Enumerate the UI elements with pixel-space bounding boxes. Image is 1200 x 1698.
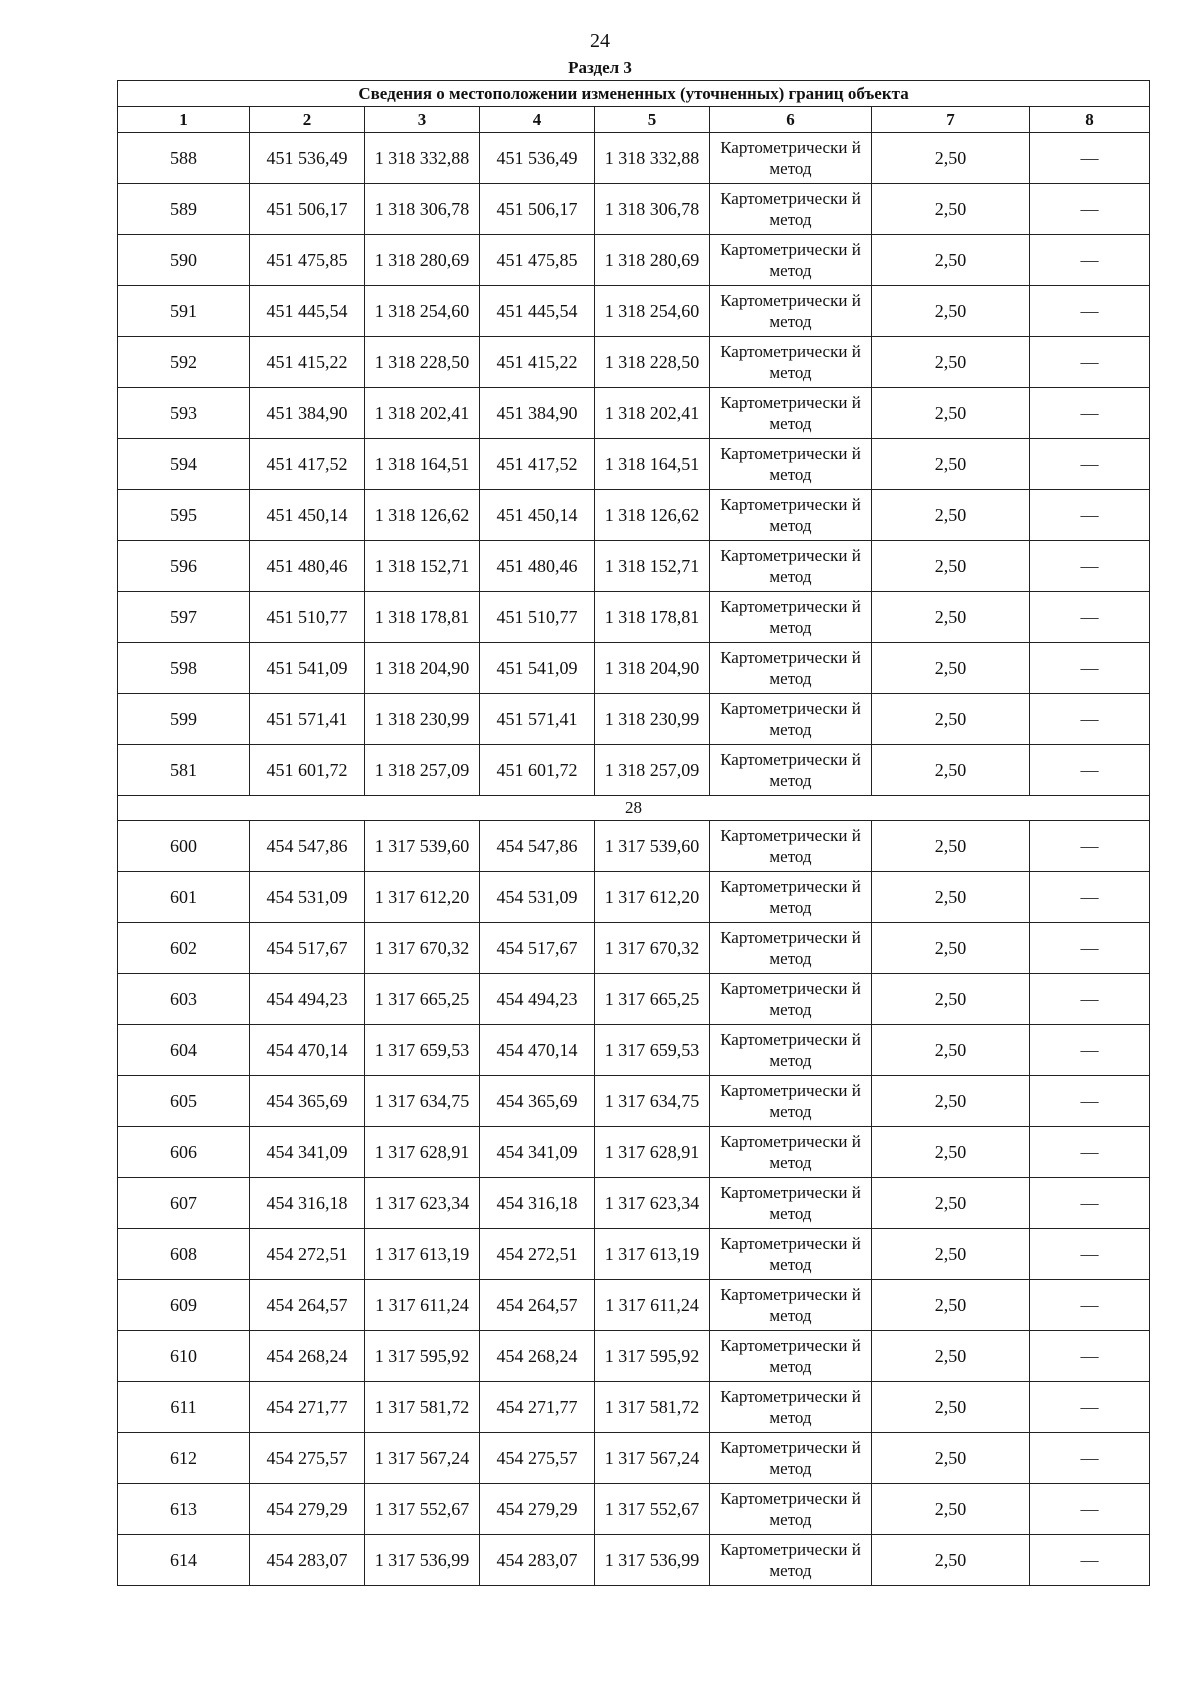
y-new-cell: 1 317 567,24	[595, 1433, 710, 1484]
y-old-cell: 1 317 628,91	[365, 1127, 480, 1178]
y-old-cell: 1 318 204,90	[365, 643, 480, 694]
point-number-cell: 605	[118, 1076, 250, 1127]
description-cell: —	[1030, 821, 1150, 872]
accuracy-cell: 2,50	[872, 133, 1030, 184]
y-old-cell: 1 317 536,99	[365, 1535, 480, 1586]
description-cell: —	[1030, 1331, 1150, 1382]
table-row	[118, 286, 1150, 337]
y-old-cell: 1 318 126,62	[365, 490, 480, 541]
accuracy-cell: 2,50	[872, 490, 1030, 541]
description-cell: —	[1030, 745, 1150, 796]
table-row	[118, 872, 1150, 923]
coordinates-table	[117, 80, 1150, 1586]
x-new-cell: 451 450,14	[480, 490, 595, 541]
table-row	[118, 643, 1150, 694]
x-new-cell: 454 494,23	[480, 974, 595, 1025]
method-cell: Картометрически й метод	[710, 1025, 872, 1076]
x-old-cell: 451 510,77	[250, 592, 365, 643]
y-old-cell: 1 318 164,51	[365, 439, 480, 490]
column-number: 5	[595, 107, 710, 133]
y-new-cell: 1 317 581,72	[595, 1382, 710, 1433]
y-old-cell: 1 318 228,50	[365, 337, 480, 388]
x-old-cell: 451 415,22	[250, 337, 365, 388]
table-row	[118, 1229, 1150, 1280]
table-row	[118, 745, 1150, 796]
table-row	[118, 490, 1150, 541]
point-number-cell: 596	[118, 541, 250, 592]
method-cell: Картометрически й метод	[710, 1382, 872, 1433]
method-cell: Картометрически й метод	[710, 1229, 872, 1280]
method-cell: Картометрически й метод	[710, 1076, 872, 1127]
method-cell: Картометрически й метод	[710, 1484, 872, 1535]
description-cell: —	[1030, 872, 1150, 923]
description-cell: —	[1030, 388, 1150, 439]
y-old-cell: 1 317 634,75	[365, 1076, 480, 1127]
accuracy-cell: 2,50	[872, 235, 1030, 286]
x-old-cell: 454 341,09	[250, 1127, 365, 1178]
x-new-cell: 454 272,51	[480, 1229, 595, 1280]
method-cell: Картометрически й метод	[710, 133, 872, 184]
column-number: 8	[1030, 107, 1150, 133]
point-number-cell: 608	[118, 1229, 250, 1280]
table-row	[118, 439, 1150, 490]
y-old-cell: 1 318 230,99	[365, 694, 480, 745]
accuracy-cell: 2,50	[872, 974, 1030, 1025]
method-cell: Картометрически й метод	[710, 184, 872, 235]
table-row	[118, 592, 1150, 643]
y-old-cell: 1 317 552,67	[365, 1484, 480, 1535]
accuracy-cell: 2,50	[872, 923, 1030, 974]
y-new-cell: 1 318 230,99	[595, 694, 710, 745]
y-new-cell: 1 317 634,75	[595, 1076, 710, 1127]
accuracy-cell: 2,50	[872, 1331, 1030, 1382]
table-row	[118, 184, 1150, 235]
y-old-cell: 1 317 670,32	[365, 923, 480, 974]
accuracy-cell: 2,50	[872, 1178, 1030, 1229]
y-old-cell: 1 318 332,88	[365, 133, 480, 184]
x-new-cell: 454 275,57	[480, 1433, 595, 1484]
accuracy-cell: 2,50	[872, 1382, 1030, 1433]
y-new-cell: 1 317 623,34	[595, 1178, 710, 1229]
x-new-cell: 451 475,85	[480, 235, 595, 286]
table-row	[118, 1076, 1150, 1127]
table-caption-row	[118, 81, 1150, 107]
point-number-cell: 609	[118, 1280, 250, 1331]
y-old-cell: 1 317 611,24	[365, 1280, 480, 1331]
y-new-cell: 1 317 595,92	[595, 1331, 710, 1382]
x-old-cell: 454 547,86	[250, 821, 365, 872]
y-old-cell: 1 317 665,25	[365, 974, 480, 1025]
x-old-cell: 454 275,57	[250, 1433, 365, 1484]
x-new-cell: 454 279,29	[480, 1484, 595, 1535]
accuracy-cell: 2,50	[872, 1484, 1030, 1535]
y-new-cell: 1 318 164,51	[595, 439, 710, 490]
accuracy-cell: 2,50	[872, 439, 1030, 490]
table-row	[118, 133, 1150, 184]
x-new-cell: 454 531,09	[480, 872, 595, 923]
accuracy-cell: 2,50	[872, 1229, 1030, 1280]
table-row	[118, 235, 1150, 286]
x-new-cell: 451 415,22	[480, 337, 595, 388]
column-number: 1	[118, 107, 250, 133]
y-new-cell: 1 318 306,78	[595, 184, 710, 235]
table-row	[118, 1433, 1150, 1484]
x-old-cell: 454 272,51	[250, 1229, 365, 1280]
y-new-cell: 1 318 204,90	[595, 643, 710, 694]
description-cell: —	[1030, 1229, 1150, 1280]
y-old-cell: 1 317 539,60	[365, 821, 480, 872]
description-cell: —	[1030, 1484, 1150, 1535]
y-old-cell: 1 317 623,34	[365, 1178, 480, 1229]
y-new-cell: 1 318 257,09	[595, 745, 710, 796]
x-new-cell: 454 264,57	[480, 1280, 595, 1331]
table-row	[118, 974, 1150, 1025]
column-number: 6	[710, 107, 872, 133]
method-cell: Картометрически й метод	[710, 592, 872, 643]
method-cell: Картометрически й метод	[710, 1331, 872, 1382]
description-cell: —	[1030, 1280, 1150, 1331]
description-cell: —	[1030, 490, 1150, 541]
description-cell: —	[1030, 923, 1150, 974]
description-cell: —	[1030, 235, 1150, 286]
y-old-cell: 1 318 280,69	[365, 235, 480, 286]
point-number-cell: 612	[118, 1433, 250, 1484]
x-new-cell: 454 365,69	[480, 1076, 595, 1127]
method-cell: Картометрически й метод	[710, 337, 872, 388]
point-number-cell: 611	[118, 1382, 250, 1433]
x-new-cell: 451 510,77	[480, 592, 595, 643]
description-cell: —	[1030, 286, 1150, 337]
point-number-cell: 600	[118, 821, 250, 872]
description-cell: —	[1030, 974, 1150, 1025]
y-new-cell: 1 317 670,32	[595, 923, 710, 974]
description-cell: —	[1030, 1433, 1150, 1484]
y-new-cell: 1 318 152,71	[595, 541, 710, 592]
x-new-cell: 451 506,17	[480, 184, 595, 235]
y-new-cell: 1 317 659,53	[595, 1025, 710, 1076]
method-cell: Картометрически й метод	[710, 1433, 872, 1484]
method-cell: Картометрически й метод	[710, 872, 872, 923]
table-row	[118, 1280, 1150, 1331]
accuracy-cell: 2,50	[872, 643, 1030, 694]
method-cell: Картометрически й метод	[710, 286, 872, 337]
description-cell: —	[1030, 1025, 1150, 1076]
point-number-cell: 588	[118, 133, 250, 184]
point-number-cell: 606	[118, 1127, 250, 1178]
table-row	[118, 541, 1150, 592]
method-cell: Картометрически й метод	[710, 235, 872, 286]
table-body	[118, 133, 1150, 1586]
point-number-cell: 591	[118, 286, 250, 337]
table-row	[118, 1025, 1150, 1076]
description-cell: —	[1030, 337, 1150, 388]
table-row	[118, 1331, 1150, 1382]
y-new-cell: 1 318 332,88	[595, 133, 710, 184]
y-new-cell: 1 317 665,25	[595, 974, 710, 1025]
method-cell: Картометрически й метод	[710, 1127, 872, 1178]
method-cell: Картометрически й метод	[710, 974, 872, 1025]
method-cell: Картометрически й метод	[710, 821, 872, 872]
point-number-cell: 594	[118, 439, 250, 490]
method-cell: Картометрически й метод	[710, 694, 872, 745]
x-old-cell: 451 384,90	[250, 388, 365, 439]
accuracy-cell: 2,50	[872, 286, 1030, 337]
x-old-cell: 451 475,85	[250, 235, 365, 286]
y-old-cell: 1 317 612,20	[365, 872, 480, 923]
x-old-cell: 451 445,54	[250, 286, 365, 337]
y-old-cell: 1 317 581,72	[365, 1382, 480, 1433]
y-old-cell: 1 317 567,24	[365, 1433, 480, 1484]
table-row	[118, 1484, 1150, 1535]
y-old-cell: 1 318 306,78	[365, 184, 480, 235]
accuracy-cell: 2,50	[872, 388, 1030, 439]
description-cell: —	[1030, 1178, 1150, 1229]
page-number: 24	[590, 30, 610, 52]
x-new-cell: 451 571,41	[480, 694, 595, 745]
accuracy-cell: 2,50	[872, 541, 1030, 592]
y-old-cell: 1 318 254,60	[365, 286, 480, 337]
description-cell: —	[1030, 694, 1150, 745]
table-caption: Сведения о местоположении измененных (уточненных) границ объекта	[118, 81, 1150, 107]
description-cell: —	[1030, 1535, 1150, 1586]
point-number-cell: 597	[118, 592, 250, 643]
x-old-cell: 454 365,69	[250, 1076, 365, 1127]
y-new-cell: 1 317 613,19	[595, 1229, 710, 1280]
column-number: 2	[250, 107, 365, 133]
table-row	[118, 821, 1150, 872]
point-number-cell: 581	[118, 745, 250, 796]
x-old-cell: 454 470,14	[250, 1025, 365, 1076]
description-cell: —	[1030, 1127, 1150, 1178]
x-new-cell: 454 283,07	[480, 1535, 595, 1586]
accuracy-cell: 2,50	[872, 1076, 1030, 1127]
y-old-cell: 1 318 257,09	[365, 745, 480, 796]
accuracy-cell: 2,50	[872, 1127, 1030, 1178]
table-row	[118, 337, 1150, 388]
x-new-cell: 454 470,14	[480, 1025, 595, 1076]
column-number: 4	[480, 107, 595, 133]
accuracy-cell: 2,50	[872, 337, 1030, 388]
y-new-cell: 1 317 539,60	[595, 821, 710, 872]
point-number-cell: 610	[118, 1331, 250, 1382]
x-old-cell: 454 279,29	[250, 1484, 365, 1535]
method-cell: Картометрически й метод	[710, 490, 872, 541]
x-new-cell: 454 341,09	[480, 1127, 595, 1178]
accuracy-cell: 2,50	[872, 872, 1030, 923]
method-cell: Картометрически й метод	[710, 643, 872, 694]
accuracy-cell: 2,50	[872, 1535, 1030, 1586]
y-old-cell: 1 317 595,92	[365, 1331, 480, 1382]
x-new-cell: 454 316,18	[480, 1178, 595, 1229]
accuracy-cell: 2,50	[872, 184, 1030, 235]
y-new-cell: 1 317 536,99	[595, 1535, 710, 1586]
y-new-cell: 1 318 254,60	[595, 286, 710, 337]
point-number-cell: 601	[118, 872, 250, 923]
method-cell: Картометрически й метод	[710, 541, 872, 592]
y-new-cell: 1 317 611,24	[595, 1280, 710, 1331]
table-row	[118, 388, 1150, 439]
y-old-cell: 1 318 152,71	[365, 541, 480, 592]
accuracy-cell: 2,50	[872, 745, 1030, 796]
x-old-cell: 451 480,46	[250, 541, 365, 592]
point-number-cell: 614	[118, 1535, 250, 1586]
x-old-cell: 454 271,77	[250, 1382, 365, 1433]
point-number-cell: 604	[118, 1025, 250, 1076]
x-old-cell: 451 506,17	[250, 184, 365, 235]
table-row	[118, 1127, 1150, 1178]
accuracy-cell: 2,50	[872, 1433, 1030, 1484]
description-cell: —	[1030, 1076, 1150, 1127]
y-new-cell: 1 317 552,67	[595, 1484, 710, 1535]
accuracy-cell: 2,50	[872, 1280, 1030, 1331]
x-new-cell: 451 445,54	[480, 286, 595, 337]
column-number-row	[118, 107, 1150, 133]
method-cell: Картометрически й метод	[710, 923, 872, 974]
y-new-cell: 1 318 228,50	[595, 337, 710, 388]
x-old-cell: 454 268,24	[250, 1331, 365, 1382]
section-title: Раздел 3	[568, 58, 632, 77]
description-cell: —	[1030, 1382, 1150, 1433]
x-new-cell: 454 517,67	[480, 923, 595, 974]
method-cell: Картометрически й метод	[710, 439, 872, 490]
x-old-cell: 454 517,67	[250, 923, 365, 974]
y-new-cell: 1 318 126,62	[595, 490, 710, 541]
point-number-cell: 607	[118, 1178, 250, 1229]
y-old-cell: 1 318 178,81	[365, 592, 480, 643]
y-old-cell: 1 317 613,19	[365, 1229, 480, 1280]
x-old-cell: 451 417,52	[250, 439, 365, 490]
accuracy-cell: 2,50	[872, 592, 1030, 643]
x-new-cell: 451 417,52	[480, 439, 595, 490]
point-number-cell: 599	[118, 694, 250, 745]
x-new-cell: 451 384,90	[480, 388, 595, 439]
x-new-cell: 451 480,46	[480, 541, 595, 592]
table-row	[118, 923, 1150, 974]
contour-label: 28	[118, 796, 1150, 821]
point-number-cell: 595	[118, 490, 250, 541]
description-cell: —	[1030, 133, 1150, 184]
description-cell: —	[1030, 184, 1150, 235]
x-new-cell: 454 268,24	[480, 1331, 595, 1382]
y-new-cell: 1 318 178,81	[595, 592, 710, 643]
table-row	[118, 1382, 1150, 1433]
y-new-cell: 1 317 612,20	[595, 872, 710, 923]
method-cell: Картометрически й метод	[710, 388, 872, 439]
description-cell: —	[1030, 439, 1150, 490]
point-number-cell: 589	[118, 184, 250, 235]
x-old-cell: 451 536,49	[250, 133, 365, 184]
point-number-cell: 590	[118, 235, 250, 286]
accuracy-cell: 2,50	[872, 821, 1030, 872]
description-cell: —	[1030, 592, 1150, 643]
column-number: 3	[365, 107, 480, 133]
x-old-cell: 451 450,14	[250, 490, 365, 541]
x-old-cell: 454 316,18	[250, 1178, 365, 1229]
point-number-cell: 598	[118, 643, 250, 694]
x-new-cell: 451 601,72	[480, 745, 595, 796]
accuracy-cell: 2,50	[872, 1025, 1030, 1076]
x-old-cell: 454 283,07	[250, 1535, 365, 1586]
point-number-cell: 613	[118, 1484, 250, 1535]
point-number-cell: 603	[118, 974, 250, 1025]
column-number: 7	[872, 107, 1030, 133]
x-new-cell: 451 541,09	[480, 643, 595, 694]
x-old-cell: 454 264,57	[250, 1280, 365, 1331]
x-old-cell: 451 571,41	[250, 694, 365, 745]
y-old-cell: 1 317 659,53	[365, 1025, 480, 1076]
x-old-cell: 454 494,23	[250, 974, 365, 1025]
x-new-cell: 454 271,77	[480, 1382, 595, 1433]
table-row	[118, 694, 1150, 745]
point-number-cell: 592	[118, 337, 250, 388]
y-new-cell: 1 318 202,41	[595, 388, 710, 439]
point-number-cell: 602	[118, 923, 250, 974]
y-new-cell: 1 317 628,91	[595, 1127, 710, 1178]
x-old-cell: 451 541,09	[250, 643, 365, 694]
point-number-cell: 593	[118, 388, 250, 439]
description-cell: —	[1030, 643, 1150, 694]
method-cell: Картометрически й метод	[710, 1280, 872, 1331]
method-cell: Картометрически й метод	[710, 1178, 872, 1229]
contour-row	[118, 796, 1150, 821]
x-old-cell: 451 601,72	[250, 745, 365, 796]
table-row	[118, 1178, 1150, 1229]
table-row	[118, 1535, 1150, 1586]
y-new-cell: 1 318 280,69	[595, 235, 710, 286]
x-new-cell: 454 547,86	[480, 821, 595, 872]
method-cell: Картометрически й метод	[710, 1535, 872, 1586]
accuracy-cell: 2,50	[872, 694, 1030, 745]
x-old-cell: 454 531,09	[250, 872, 365, 923]
method-cell: Картометрически й метод	[710, 745, 872, 796]
description-cell: —	[1030, 541, 1150, 592]
y-old-cell: 1 318 202,41	[365, 388, 480, 439]
x-new-cell: 451 536,49	[480, 133, 595, 184]
